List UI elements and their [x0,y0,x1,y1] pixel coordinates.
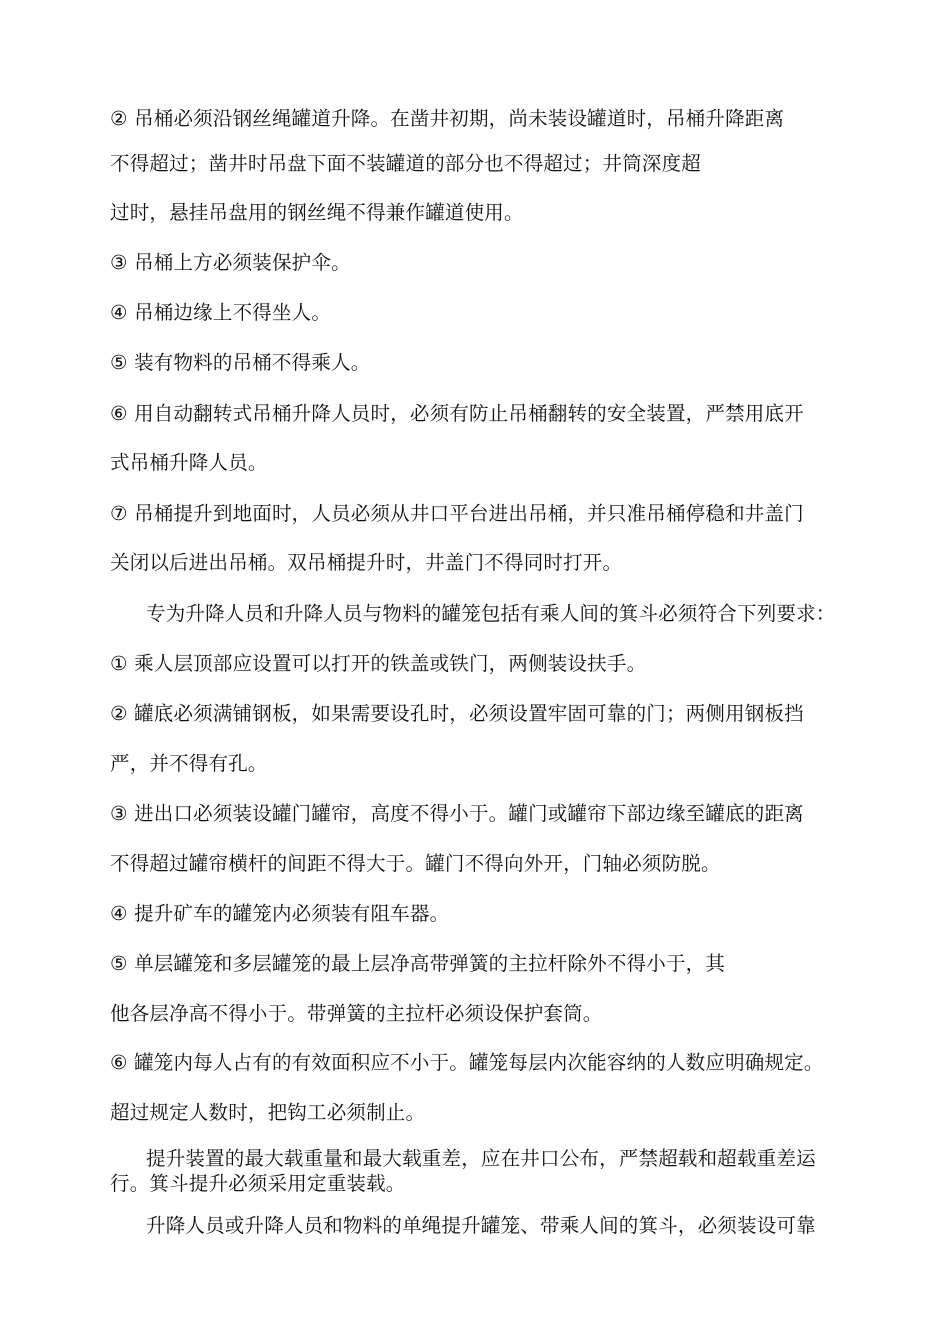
text-line: ③ 吊桶上方必须装保护伞。 [110,251,351,274]
paragraph-line: 升降人员或升降人员和物料的单绳提升罐笼、带乘人间的箕斗，必须装设可靠 [146,1214,816,1237]
text-line: 式吊桶升降人员。 [110,451,268,474]
text-line: 严，并不得有孔。 [110,752,268,775]
text-line: ④ 提升矿车的罐笼内必须装有阻车器。 [110,902,450,925]
text-line: 过时，悬挂吊盘用的钢丝绳不得兼作罐道使用。 [110,201,524,224]
text-line: ⑤ 装有物料的吊桶不得乘人。 [110,351,371,374]
text-line: ④ 吊桶边缘上不得坐人。 [110,301,332,324]
text-line: ⑦ 吊桶提升到地面时，人员必须从井口平台进出吊桶，并只准吊桶停稳和井盖门 [110,502,804,525]
text-line: ② 吊桶必须沿钢丝绳罐道升降。在凿井初期，尚未装设罐道时，吊桶升降距离 [110,107,785,130]
paragraph-line: 提升装置的最大载重量和最大载重差，应在井口公布，严禁超载和超载重差运 [146,1147,816,1170]
text-line: ⑥ 罐笼内每人占有的有效面积应不小于。罐笼每层内次能容纳的人数应明确规定。 [110,1051,824,1074]
text-line: ② 罐底必须满铺钢板，如果需要设孔时，必须设置牢固可靠的门；两侧用钢板挡 [110,702,804,725]
text-line: 不得超过罐帘横杆的间距不得大于。罐门不得向外开，门轴必须防脱。 [110,852,721,875]
text-line: ① 乘人层顶部应设置可以打开的铁盖或铁门，两侧装设扶手。 [110,652,647,675]
text-line: ⑥ 用自动翻转式吊桶升降人员时，必须有防止吊桶翻转的安全装置，严禁用底开 [110,402,804,425]
text-line: ⑤ 单层罐笼和多层罐笼的最上层净高带弹簧的主拉杆除外不得小于，其 [110,952,726,975]
text-line: 他各层净高不得小于。带弹簧的主拉杆必须设保护套筒。 [110,1002,603,1025]
paragraph-line: 专为升降人员和升降人员与物料的罐笼包括有乘人间的箕斗必须符合下列要求： [146,602,836,625]
text-line: 不得超过；凿井时吊盘下面不装罐道的部分也不得超过；井筒深度超 [110,152,702,175]
text-line: 行。箕斗提升必须采用定重装载。 [110,1172,406,1195]
text-line: ③ 进出口必须装设罐门罐帘，高度不得小于。罐门或罐帘下部边缘至罐底的距离 [110,802,804,825]
text-line: 关闭以后进出吊桶。双吊桶提升时，井盖门不得同时打开。 [110,551,623,574]
text-line: 超过规定人数时，把钩工必须制止。 [110,1101,426,1124]
